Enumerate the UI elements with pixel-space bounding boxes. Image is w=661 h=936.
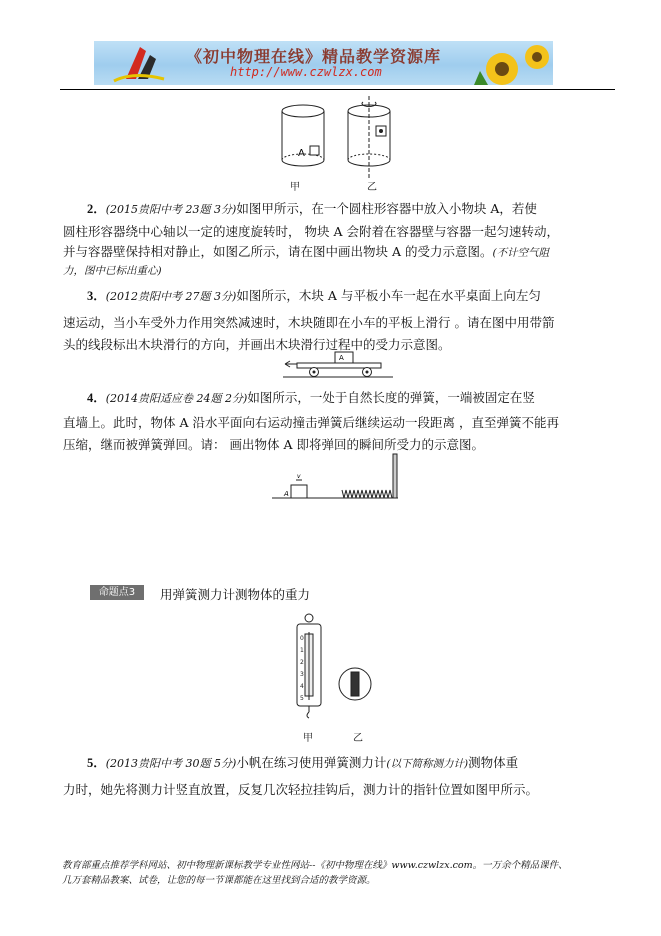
q5-number: 5． [87,756,106,770]
figure-spring [272,452,402,502]
scale-number-2: 2 [300,659,304,666]
sunflower-decoration [474,45,549,85]
q3-line3: 头的线段标出木块滑行的方向，并画出木块滑行过程中的受力示意图。 [63,337,451,352]
q4-line2: 直墙上。此时，物体 A 沿水平面向右运动撞击弹簧后继续运动一段距离 ，直至弹簧不能再 [63,415,559,430]
scale-number-4: 4 [300,683,304,690]
q4-line1: 如图所示，一处于自然长度的弹簧，一端被固定在竖 [247,390,535,405]
fig1-right-caption: 乙 [367,182,377,193]
question-2 [63,198,583,280]
q2-number: 2． [87,202,106,216]
fig4-velocity-label: v [297,473,301,480]
q2-source: (2015贵阳中考 23题 3分) [105,203,237,216]
question-3 [63,285,583,356]
fig1-left-caption: 甲 [290,182,300,193]
q5-line2: 力时，她先将测力计竖直放置，反复几次轻拉挂钩后，测力计的指针位置如图甲所示。 [63,782,539,797]
section-title: 用弹簧测力计测物体的重力 [160,587,311,602]
q5-source: (2013贵阳中考 30题 5分) [105,757,237,770]
scale-number-3: 3 [300,671,304,678]
fig4-block-label: A [284,490,289,498]
section-tag: 命题点3 [90,585,144,600]
q5-line1-end: 测物体重 [468,755,519,770]
banner-title: 《初中物理在线》精品教学资源库 [186,47,442,66]
q5-line1-paren: (以下简称测力计) [386,758,469,770]
q4-line3: 压缩，继而被弹簧弹回。请： 画出物体 A 即将弹回的瞬间所受力的示意图。 [63,437,484,452]
scale-number-1: 1 [300,647,304,654]
banner-url[interactable]: http://www.czwlzx.com [230,65,382,79]
scale-number-0: 0 [300,635,304,642]
q3-line1: 如图所示，木块 A 与平板小车一起在水平桌面上向左匀 [236,288,541,303]
q3-line2: 速运动，当小车受外力作用突然减速时，木块随即在小车的平板上滑行 。请在图中用带箭 [63,315,555,330]
scale-number-5: 5 [300,695,304,702]
q2-note-b: 力，图中已标出重心) [63,265,162,277]
site-logo [114,47,164,81]
q3-number: 3． [87,289,106,303]
fig3-block-label: A [339,354,344,362]
q2-line2: 圆柱形容器绕中心轴以一定的速度旋转时， 物块 A 会附着在容器壁与容器一起匀速转动， [63,224,559,239]
header-banner [94,41,553,85]
figure-cart [283,350,395,382]
q4-source: (2014贵阳适应卷 24题 2分) [105,392,248,405]
footer-line-1: 教育部重点推荐学科网站、初中物理新课标教学专业性网站--《初中物理在线》www.czwlzx.com。一万余个精品课件、 [62,860,568,871]
q4-number: 4． [87,391,106,405]
q2-line3: 并与容器壁保持相对静止，如图乙所示，请在图中画出物块 A 的受力示意图。 [63,244,493,259]
page-footer [62,858,602,888]
q2-line1: 如图甲所示，在一个圆柱形容器中放入小物块 A，若使 [236,201,537,216]
q5-line1: 小帆在练习使用弹簧测力计 [236,755,387,770]
q2-note-a: (不计空气阻 [492,247,550,259]
header-divider [60,89,615,90]
question-5 [63,752,583,801]
q3-source: (2012贵阳中考 27题 3分) [105,290,237,303]
fig1-block-label: A [298,148,305,159]
question-4 [63,387,583,456]
fig5-right-caption: 乙 [353,733,363,744]
fig5-left-caption: 甲 [303,733,313,744]
figure-spring-scale [285,612,395,722]
footer-line-2: 几万套精品教案、试卷，让您的每一节课都能在这里找到合适的教学资源。 [62,875,376,886]
